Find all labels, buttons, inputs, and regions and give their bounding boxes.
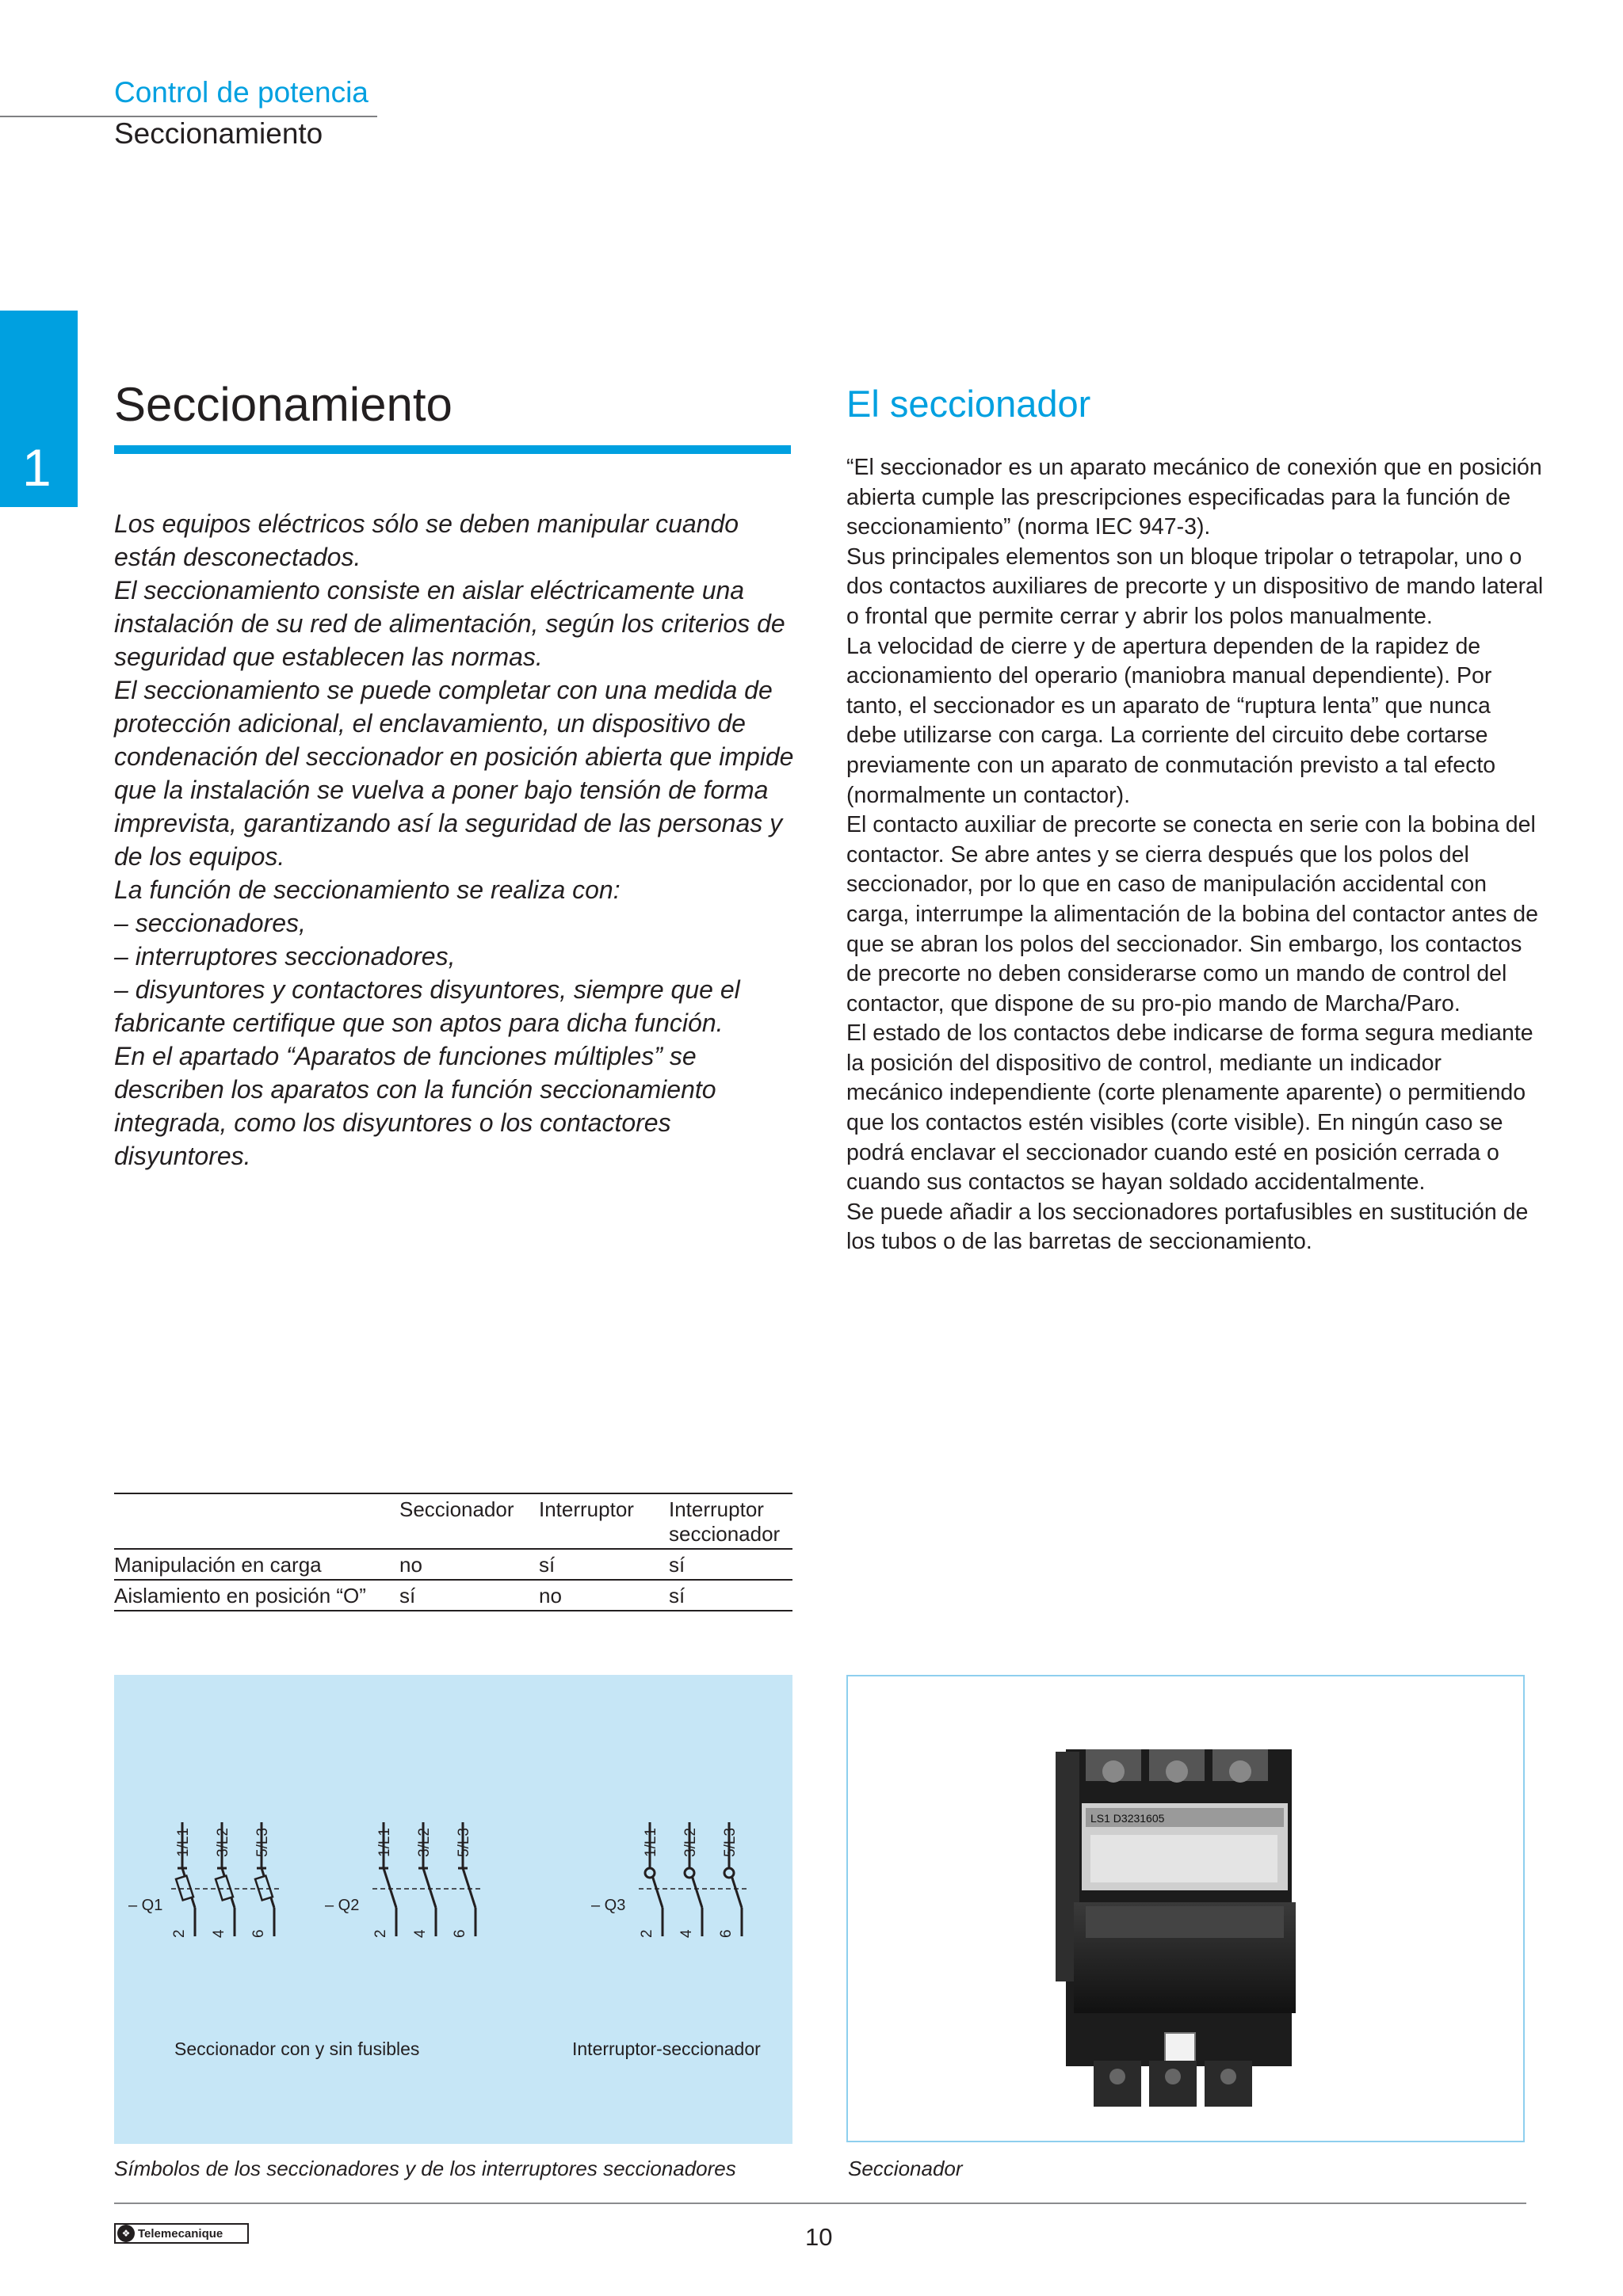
brand-logo xyxy=(114,2223,249,2244)
body-paragraph: El contacto auxiliar de precorte se conecta en serie con la bobina del contactor. Se abre antes y se cierra después que los polos del seccionador, por lo que en caso de manipulación accidental con carga, interrumpe la alimentación de la bobina del contactor antes de que se abran los polos del seccionador. Sin embargo, los contactos de precorte no deben considerarse como un mando de control del contactor, que dispone de su pro-pio mando de Marcha/Paro. xyxy=(846,812,1538,1016)
device-label: – Q1 xyxy=(128,1897,163,1914)
figure-caption-right: Seccionador xyxy=(848,2157,963,2180)
intro-paragraph: El seccionamiento se puede completar con una medida de protección adicional, el enclavamiento, un dispositivo de condenación del seccionador en posición abierta que impide que la instalación se vuelva a poner bajo tensión de forma imprevista, garantizando así la seguridad de las personas y de los equipos. xyxy=(114,676,794,871)
symbol-caption: Interruptor-seccionador xyxy=(572,2039,761,2059)
photo-figure xyxy=(846,1675,1525,2142)
title-underline xyxy=(114,445,791,454)
table-header-row xyxy=(114,1493,792,1549)
figure-caption-left: Símbolos de los seccionadores y de los interruptores seccionadores xyxy=(114,2157,736,2180)
table-cell: no xyxy=(539,1584,562,1608)
terminal-label: 1/L1 xyxy=(376,1828,393,1857)
table-cell: sí xyxy=(399,1584,416,1608)
table-cell: sí xyxy=(669,1553,685,1577)
terminal-label: 4 xyxy=(412,1929,429,1938)
intro-paragraph: Los equipos eléctricos sólo se deben manipular cuando están desconectados. xyxy=(114,509,739,571)
symbols-figure xyxy=(114,1675,792,2144)
terminal-label: 2 xyxy=(372,1929,389,1938)
table-header-cell xyxy=(114,1493,399,1549)
table-row xyxy=(114,1549,792,1580)
table-cell: Manipulación en carga xyxy=(114,1553,322,1577)
chapter-number: 1 xyxy=(22,438,52,497)
body-paragraph: El estado de los contactos debe indicarse de forma segura mediante la posición del dispositivo de control, mediante un indicador mecánico independiente (corte plenamente aparente) o permitiendo que los contactos estén visibles (corte visible). En ningún caso se podrá enclavar el seccionador cuando esté en posición cerrada o cuando sus contactos se hayan soldado accidentalmente. xyxy=(846,1020,1533,1196)
symbol-caption: Seccionador con y sin fusibles xyxy=(174,2039,420,2059)
terminal-label: 2 xyxy=(171,1929,188,1938)
terminal-label: 6 xyxy=(452,1929,468,1938)
page-title: Seccionamiento xyxy=(114,378,453,431)
intro-list-item: – seccionadores, xyxy=(114,909,306,937)
table-cell: no xyxy=(399,1553,422,1577)
body-paragraph: “El seccionador es un aparato mecánico de conexión que en posición abierta cumple las prescripciones especificadas para la función de seccionamiento” (norma IEC 947-3). xyxy=(846,455,1542,540)
table-header-cell: Interruptor xyxy=(539,1497,634,1521)
device-label: – Q3 xyxy=(591,1897,626,1914)
body-paragraph: Sus principales elementos son un bloque tripolar o tetrapolar, uno o dos contactos auxiliares de precorte y un dispositivo de mando lateral o frontal que permite cerrar y abrir los polos manualmente. xyxy=(846,543,1544,629)
terminal-label: 6 xyxy=(718,1929,735,1938)
terminal-label: 1/L1 xyxy=(175,1828,192,1857)
terminal-label: 6 xyxy=(250,1929,267,1938)
terminal-label: 2 xyxy=(639,1929,655,1938)
section-body xyxy=(846,453,1544,1257)
table-row xyxy=(114,1580,792,1611)
intro-list-item: – disyuntores y contactores disyuntores, siempre que el fabricante certifique que son aptos para dicha función. xyxy=(114,975,740,1037)
intro-paragraph: En el apartado “Aparatos de funciones múltiples” se describen los aparatos con la función seccionamiento integrada, como los disyuntores o los contactores disyuntores. xyxy=(114,1042,716,1170)
terminal-label: 5/L3 xyxy=(254,1828,271,1857)
intro-list-item: – interruptores seccionadores, xyxy=(114,942,456,971)
terminal-label: 4 xyxy=(678,1929,695,1938)
switch-symbols-diagram xyxy=(114,1675,792,2144)
table-cell: sí xyxy=(669,1584,685,1608)
table-cell: Aislamiento en posición “O” xyxy=(114,1584,366,1608)
brand-name: Telemecanique xyxy=(138,2226,223,2241)
disconnector-photo xyxy=(848,1676,1523,2141)
device-label-text: LS1 D3231605 xyxy=(1090,1812,1165,1825)
device-label: – Q2 xyxy=(325,1897,360,1914)
terminal-label: 3/L2 xyxy=(215,1828,231,1857)
intro-paragraph: El seccionamiento consiste en aislar eléctricamente una instalación de su red de alimentación, según los criterios de seguridad que establecen las normas. xyxy=(114,576,785,671)
table-cell: sí xyxy=(539,1553,556,1577)
logo-mark-icon: ❖ xyxy=(117,2225,135,2242)
body-paragraph: La velocidad de cierre y de apertura dependen de la rapidez de accionamiento del operario (maniobra manual dependiente). Por tanto, el seccionador es un aparato de “ruptura lenta” que nunca debe utilizarse con carga. La corriente del circuito debe cortarse previamente con un aparato de conmutación previsto a tal efecto (normalmente un contactor). xyxy=(846,633,1496,808)
comparison-table xyxy=(114,1493,792,1611)
terminal-label: 3/L2 xyxy=(682,1828,699,1857)
terminal-label: 5/L3 xyxy=(722,1828,739,1857)
terminal-label: 4 xyxy=(211,1929,227,1938)
terminal-label: 3/L2 xyxy=(416,1828,433,1857)
terminal-label: 5/L3 xyxy=(456,1828,472,1857)
intro-text xyxy=(114,507,797,1173)
table-header-cell: Interruptor seccionador xyxy=(669,1497,781,1546)
table-header-cell: Seccionador xyxy=(399,1497,514,1521)
running-header-subsection: Seccionamiento xyxy=(114,117,323,150)
terminal-label: 1/L1 xyxy=(643,1828,659,1857)
body-paragraph: Se puede añadir a los seccionadores portafusibles en sustitución de los tubos o de las barretas de seccionamiento. xyxy=(846,1199,1529,1255)
footer-rule xyxy=(114,2203,1526,2204)
page-number: 10 xyxy=(805,2223,833,2251)
section-title: El seccionador xyxy=(846,383,1091,425)
intro-paragraph: La función de seccionamiento se realiza con: xyxy=(114,875,621,904)
running-header-section: Control de potencia xyxy=(114,76,369,109)
